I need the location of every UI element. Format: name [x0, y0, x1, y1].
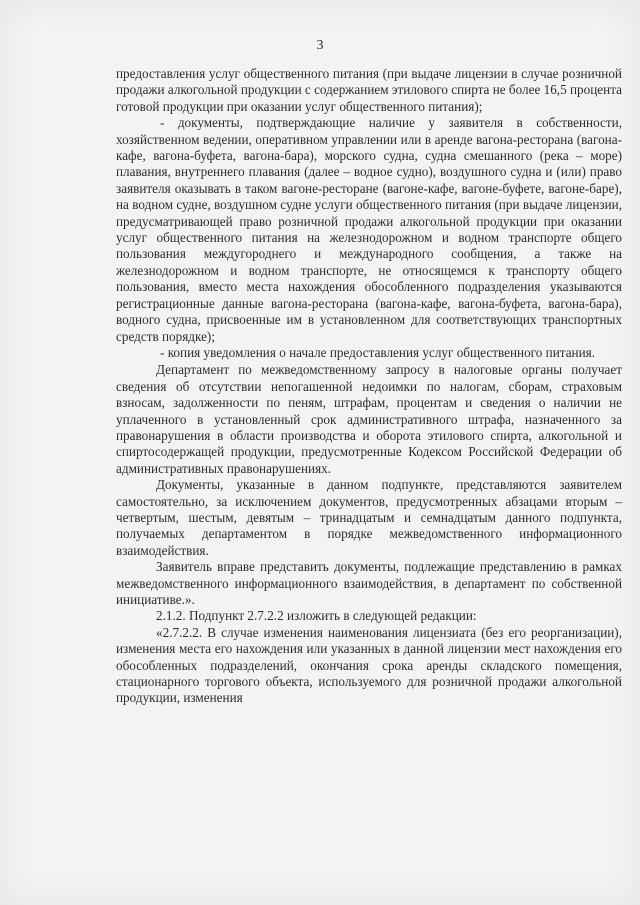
paragraph-documents-submitted: Документы, указанные в данном подпункте, представляются заявителем самостоятельно, за исключением документов, предусмотренных абзацами вторым – четвертым, шестым, девятым – тринадцатым и семнадцатым данного подпункта, получаемых департаментом в порядке межведомственного информационного взаимодействия.	[116, 477, 622, 558]
paragraph-department-request: Департамент по межведомственному запросу в налоговые органы получает сведения об отсутствии непогашенной недоимки по налогам, сборам, страховым взносам, задолженности по пеням, штрафам, процентам и сведения о наличии не уплаченного в установленный срок административного штрафа, назначенного за правонарушения в области производства и оборота этилового спирта, алкогольной и спиртосодержащей продукции, предусмотренные Кодексом Российской Федерации об административных правонарушениях.	[116, 362, 622, 476]
list-item-documents-vehicles: - документы, подтверждающие наличие у заявителя в собственности, хозяйственном ведении, оперативном управлении или в аренде вагона-ресторана (вагона-кафе, вагона-буфета, вагона-бара), морского судна, судна смешанного (река – море) плавания, внутреннего плавания (далее – водное судно), воздушного судна и (или) право заявителя оказывать в таком вагоне-ресторане (вагоне-кафе, вагоне-буфете, вагоне-баре), на водном судне, воздушном судне услуги общественного питания (при выдаче лицензии, предусматривающей право розничной продажи алкогольной продукции при оказании услуг общественного питания на железнодорожном и водном транспорте общего пользования междугороднего и международного сообщения, а также на железнодорожном и водном транспорте, не относящемся к транспорту общего пользования, вместо места нахождения обособленного подразделения указываются регистрационные данные вагона-ресторана (вагона-кафе, вагона-буфета, вагона-бара), водного судна, присвоенные им в установленном для соответствующих транспортных средств порядке);	[116, 115, 622, 344]
paragraph-subclause-heading: 2.1.2. Подпункт 2.7.2.2 изложить в следующей редакции:	[156, 608, 477, 624]
paragraph-continuation: предоставления услуг общественного питания (при выдаче лицензии в случае розничной продажи алкогольной продукции с содержанием этилового спирта не более 16,5 процента готовой продукции при оказании услуг общественного питания);	[116, 66, 622, 114]
paragraph-subclause-text: «2.7.2.2. В случае изменения наименования лицензиата (без его реорганизации), изменения места его нахождения или указанных в данной лицензии мест нахождения его обособленных подразделений, окончания срока аренды складского помещения, стационарного торгового объекта, используемого для розничной продажи алкогольной продукции, изменения	[116, 624, 622, 706]
list-item-notification-copy: - копия уведомления о начале предоставления услуг общественного питания.	[160, 344, 596, 360]
paragraph-applicant-right: Заявитель вправе представить документы, подлежащие представлению в рамках межведомственного информационного взаимодействия, в департамент по собственной инициативе.».	[116, 559, 622, 607]
page-number: 3	[316, 38, 324, 53]
document-body	[116, 66, 622, 707]
